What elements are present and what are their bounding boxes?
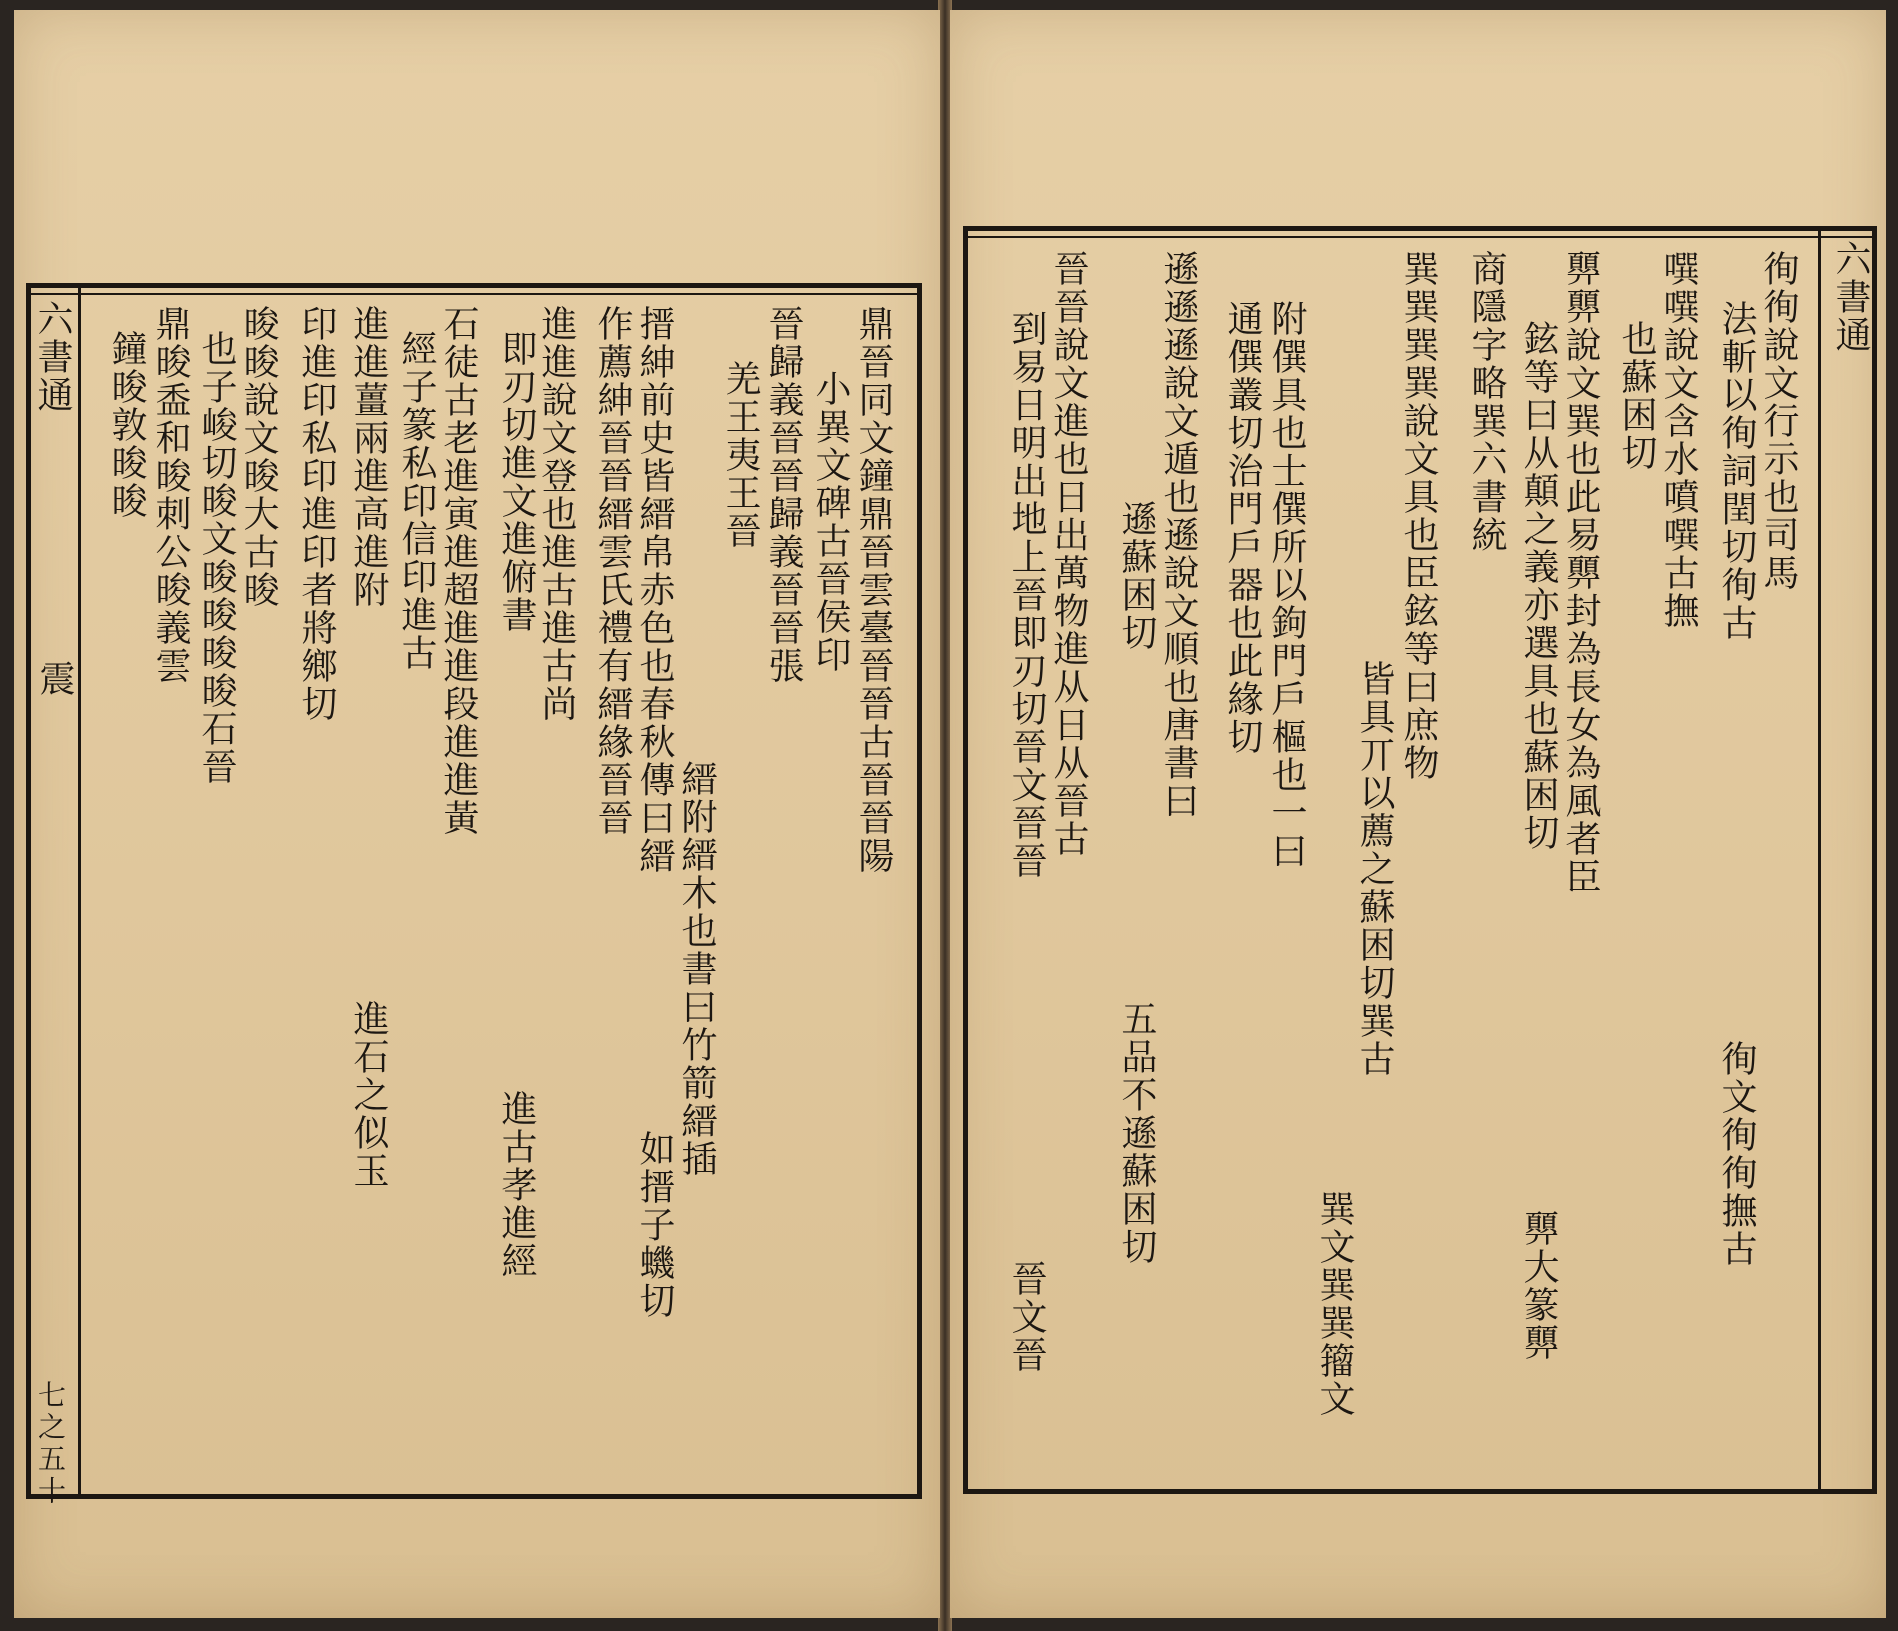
right-column-16: 五品不遜蘇困切 [1116, 1000, 1157, 1266]
left-column-20: 鐘晙敦晙晙 [106, 330, 147, 520]
right-column-5: 也蘇困切 [1616, 320, 1657, 472]
right-column-7: 鉉等曰从顛之義亦選具也蘇困切 [1518, 320, 1559, 852]
right-column-4: 噀噀說文含水噴噀古撫 [1658, 250, 1699, 630]
left-margin-rule [78, 283, 81, 1499]
left-column-4: 羌王夷王晉 [720, 360, 761, 550]
left-column-5: 縉附縉木也書曰竹箭縉插 [676, 760, 717, 1178]
left-column-8: 作薦紳晉晉縉雲氏禮有縉緣晉晉 [592, 305, 633, 837]
right-column-3: 徇文徇徇撫古 [1716, 1040, 1757, 1268]
right-column-19: 到易日明出地上晉即刃切晉文晉晉 [1006, 310, 1047, 880]
left-margin-leaf: 七之五十 [34, 1380, 67, 1508]
right-column-17: 遜蘇困切 [1116, 500, 1157, 652]
right-frame-inner-rule [963, 236, 1877, 238]
right-column-20: 晉文晉 [1006, 1260, 1047, 1374]
left-column-17: 晙晙說文晙大古晙 [238, 305, 279, 609]
right-column-9: 商隱字略巽六書統 [1466, 250, 1507, 554]
left-column-9: 進進說文登也進古進古尚 [536, 305, 577, 723]
left-column-16: 印進印私印進印者將鄉切 [296, 305, 337, 723]
right-column-11: 皆具丌以薦之蘇困切巽古 [1354, 660, 1395, 1078]
right-column-14: 通僎叢切治門戶器也此緣切 [1222, 300, 1263, 756]
left-frame-inner-rule [26, 293, 922, 295]
left-margin-section: 震 [34, 660, 75, 698]
left-column-1: 鼎晉同文鐘鼎晉雲臺晉晉古晉晉陽 [853, 305, 894, 875]
right-column-2: 法斬以徇詞閏切徇古 [1716, 300, 1757, 642]
left-column-15: 進石之似玉 [348, 1000, 389, 1190]
right-column-10: 巽巽巽巽說文具也臣鉉等曰庶物 [1398, 250, 1439, 782]
right-column-13: 附僎具也士僎所以鉤門戶樞也一曰 [1266, 300, 1307, 870]
right-column-12: 巽文巽巽籀文 [1314, 1190, 1355, 1418]
right-column-18: 晉晉說文進也日出萬物進从日从晉古 [1048, 250, 1089, 858]
left-column-2: 小異文碑古晉侯印 [810, 370, 851, 674]
right-column-15: 遜遜遜說文遁也遜說文順也唐書曰 [1158, 250, 1199, 820]
left-margin-title: 六書通 [32, 300, 73, 414]
left-column-11: 進古孝進經 [496, 1090, 537, 1280]
right-column-1: 徇徇說文行示也司馬 [1758, 250, 1799, 592]
left-column-3: 晉歸義晉晉歸義晉晉張 [763, 305, 804, 685]
left-column-6: 搢紳前史皆縉帛赤色也春秋傳曰縉 [634, 305, 675, 875]
right-column-6: 顨顨說文巽也此易顨封為長女為風者臣 [1560, 250, 1601, 896]
left-column-14: 進進薑兩進高進附 [348, 305, 389, 609]
right-margin-title: 六書通 [1830, 240, 1871, 354]
left-column-13: 經子篆私印信印進古 [396, 330, 437, 672]
left-column-7: 如搢子蟣切 [634, 1130, 675, 1320]
left-column-18: 也子峻切晙文晙晙晙晙石晉 [196, 330, 237, 786]
left-column-12: 石徒古老進寅進超進進段進進黃 [438, 305, 479, 837]
right-margin-rule [1818, 226, 1821, 1494]
left-column-10: 即刃切進文進俯書 [496, 330, 537, 634]
left-column-19: 鼎晙盉和晙刺公晙義雲 [150, 305, 191, 685]
right-column-8: 顨大篆顨 [1518, 1210, 1559, 1362]
